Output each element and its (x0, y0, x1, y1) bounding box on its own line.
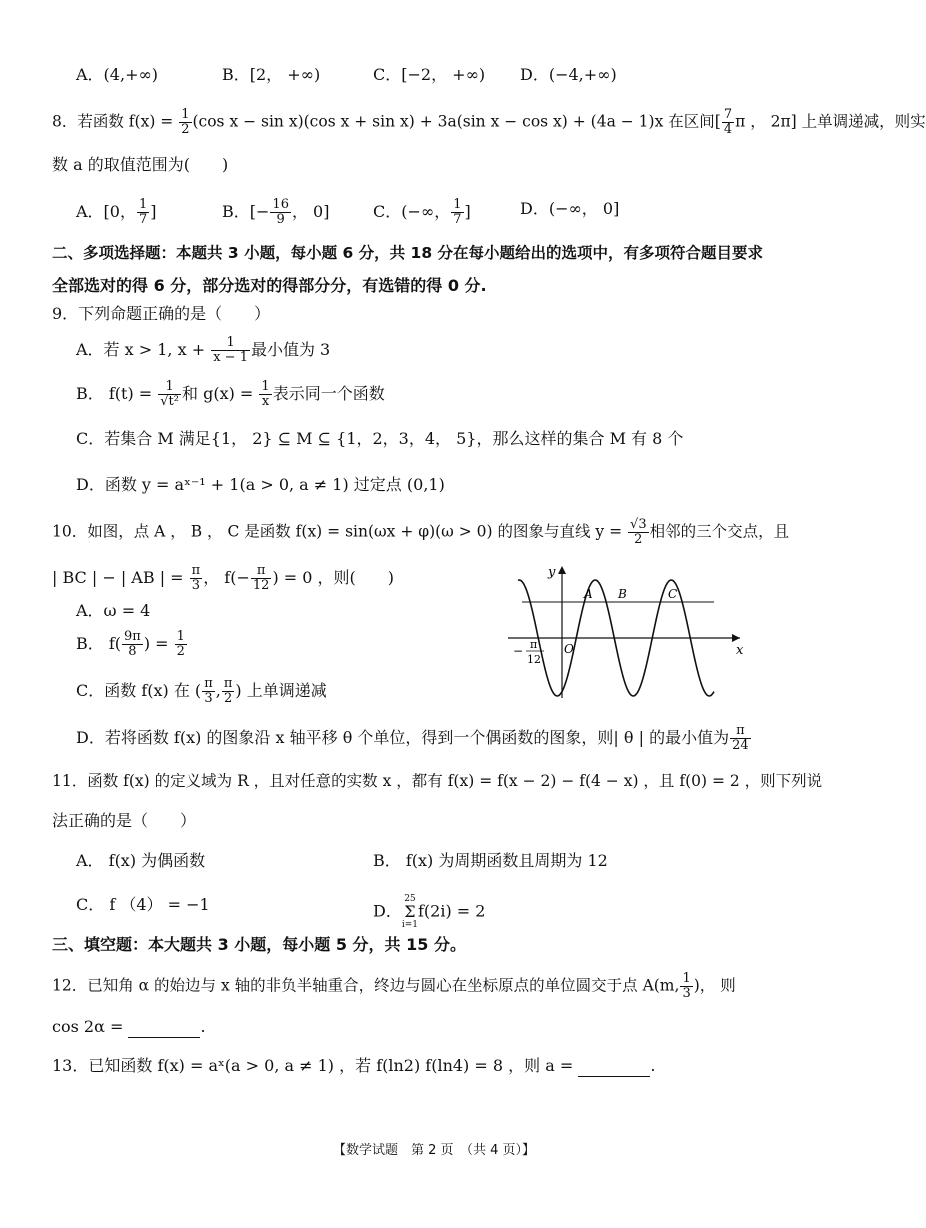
q8-frac-7-4 (722, 108, 734, 137)
q9-b-den2: x (261, 394, 270, 409)
graph-label-c: C (668, 587, 678, 601)
q10-stem-b: 相邻的三个交点，且 (649, 522, 790, 541)
q10-option-c: C．函数 f(x) 在 ( $\frac{\pi}{3}$ , $\frac{\pi}{2}$ ) 上单调递减 (76, 676, 327, 706)
q10-cond-c: ) = 0 ，则( ) (272, 568, 395, 587)
q10-cond-b: ， f(− (203, 568, 250, 587)
q8-func-a: f(x) = (128, 112, 179, 131)
q10-cond-pi: π (191, 563, 201, 578)
q10-c-d1: 3 (204, 691, 213, 706)
q10-d-den: 24 (732, 738, 749, 753)
q9-a-pre: A．若 x > 1, x + (76, 340, 211, 359)
graph-label-o: O (564, 642, 574, 656)
q8-opt-a-text: A．[0， (76, 202, 136, 221)
q8-func-b: (cos x − sin x)(cos x + sin x) + 3a(sin x − cos x) + (4a − 1)x 在区间[ (192, 112, 721, 131)
graph-y-arrow (558, 566, 566, 574)
q9-option-d: D．函数 y = aˣ⁻¹ + 1(a > 0, a ≠ 1) 过定点 (0,1) (76, 475, 445, 494)
q9-b-mid: 和 g(x) = (182, 384, 259, 403)
q10-stem (52, 518, 789, 547)
q10-c-n1: π (204, 676, 213, 691)
q12-line1-a: 12．已知角 α 的始边与 x 轴的非负半轴重合，终边与圆心在坐标原点的单位圆交于点 A(m, (52, 976, 680, 995)
q9-b-post: 表示同一个函数 (272, 384, 385, 403)
q10-condition (52, 564, 394, 593)
q12-answer-blank[interactable] (128, 1021, 200, 1038)
q10-cond-12: 12 (252, 578, 270, 593)
q11-stem: 11．函数 f(x) 的定义域为 R ，且对任意的实数 x ，都有 f(x) = f(x − 2) − f(4 − x) ，且 f(0) = 2 ，则下列说 (52, 772, 823, 790)
q12-line2-a: cos 2α = (52, 1017, 129, 1036)
q13-stem (52, 1055, 655, 1077)
q10-c-pre: C．函数 f(x) 在 ( (76, 681, 202, 700)
q11-d-post: f(2i) = 2 (418, 901, 486, 921)
q11-sum-bot: i=1 (401, 920, 418, 930)
q10-cond-3: 3 (191, 578, 201, 593)
q9-option-b (76, 380, 385, 409)
q10-c-post: ) 上单调递减 (235, 681, 327, 700)
q7-option-d: D．(−4,+∞) (520, 65, 617, 84)
q10-cond-frac2 (251, 564, 272, 593)
q10-option-a: A．ω = 4 (76, 601, 151, 620)
q10-sqrt3-num: √3 (630, 517, 647, 532)
q10-b-mid: ) = (143, 634, 174, 653)
q12-num: 1 (682, 971, 691, 986)
q9-b-num: 1 (158, 380, 181, 395)
page-footer: 【数学试题 第 2 页 （共 4 页）】 (332, 1143, 536, 1158)
q10-d-pre: D．若将函数 f(x) 的图象沿 x 轴平移 θ 个单位，得到一个偶函数的图象，则| θ | 的最小值为 (76, 728, 730, 747)
q9-b-pre: B． f(t) = (76, 384, 158, 403)
q8-func-c: π ， 2π] 上单调递减，则实 (735, 112, 926, 131)
section3-heading: 三、填空题：本大题共 3 小题，每小题 5 分，共 15 分。 (52, 935, 466, 954)
q8-opt-a-den: 7 (138, 212, 148, 227)
q10-b-pre: B． f( (76, 634, 122, 653)
q8-option-d: D．(−∞， 0] (520, 199, 620, 218)
q11-sum-sigma: Σ (404, 902, 416, 921)
q9-stem: 9．下列命题正确的是（ ） (52, 304, 271, 323)
graph-label-a: A (584, 587, 593, 601)
q10-c-n2: π (223, 676, 233, 691)
q8-frac-num: 7 (723, 107, 733, 122)
q8-option-c (373, 198, 471, 227)
q8-opt-b-end: ， 0] (291, 202, 330, 221)
q12-line2-b: . (200, 1017, 206, 1036)
section2-heading: 二、多项选择题：本题共 3 小题，每小题 6 分，共 18 分在每小题给出的选项中，有多项符合题目要求 (52, 244, 764, 262)
q8-frac-den: 4 (723, 122, 733, 137)
q9-option-a (76, 336, 330, 365)
q9-a-den: x − 1 (213, 350, 248, 365)
q8-opt-c-end: ] (464, 202, 471, 221)
q8-opt-b-den: 9 (276, 212, 285, 227)
graph-label-b: B (618, 587, 627, 601)
q13-answer-blank[interactable] (578, 1060, 650, 1077)
q10-b-frac2 (175, 630, 187, 659)
q8-opt-c-frac (451, 198, 463, 227)
q8-opt-a-num: 1 (138, 197, 148, 212)
graph-label-12: 12 (527, 653, 541, 666)
q10-graph (502, 562, 752, 702)
q8-half-num: 1 (181, 107, 190, 122)
graph-label-pi: π (530, 638, 538, 651)
q13-line-a: 13．已知函数 f(x) = aˣ(a > 0, a ≠ 1) ，若 f(ln2) f(ln4) = 8 ，则 a = (52, 1056, 579, 1075)
q8-stem (52, 108, 926, 137)
graph-label-y: y (548, 565, 556, 580)
q11-option-b: B． f(x) 为周期函数且周期为 12 (373, 851, 608, 870)
q7-option-a: A．(4,+∞) (76, 65, 159, 84)
q10-stem-a: 10．如图，点 A ， B ， C 是函数 f(x) = sin(ωx + φ)(ω > 0) 的图象与直线 y = (52, 522, 628, 541)
q10-b-den: 8 (128, 644, 137, 659)
q11-sum-symbol (402, 894, 418, 930)
q11-option-c: C． f （4） = −1 (76, 895, 210, 914)
q10-option-b (76, 630, 188, 659)
q9-a-num: 1 (211, 336, 250, 351)
q11-stem2: 法正确的是（ ） (52, 811, 197, 830)
q9-b-den: √t² (160, 394, 179, 409)
graph-label-x: x (736, 643, 744, 658)
q8-opt-c-den: 7 (453, 212, 462, 227)
q8-opt-c-num: 1 (453, 197, 462, 212)
q9-b-frac1 (158, 380, 181, 409)
q12-answer-line (52, 1016, 206, 1038)
q8-opt-c-text: C．(−∞， (373, 202, 451, 221)
q8-opt-a-frac (137, 198, 149, 227)
q10-d-frac (730, 724, 751, 753)
graph-x-arrow (732, 634, 740, 642)
q8-option-b (222, 198, 329, 227)
q8-opt-b-num: 16 (272, 197, 289, 212)
q11-d-pre: D． (373, 901, 402, 921)
q10-c-frac2 (222, 677, 235, 706)
q10-b-num: 9π (124, 629, 141, 644)
q10-b-frac1 (122, 630, 143, 659)
q13-line-b: . (650, 1056, 656, 1075)
q8-option-a (76, 198, 157, 227)
q7-option-b: B．[2， +∞) (222, 65, 321, 84)
q7-option-c: C．[−2， +∞) (373, 65, 486, 84)
q8-half-den: 2 (181, 122, 190, 137)
q8-frac-half (179, 108, 191, 137)
q8-opt-a-end: ] (150, 202, 157, 221)
q10-c-frac1 (202, 677, 215, 706)
q10-d-num: π (730, 724, 751, 739)
q8-pre: 8．若函数 (52, 112, 129, 131)
q10-c-d2: 2 (223, 691, 233, 706)
q12-stem (52, 972, 736, 1001)
q10-b-n1: 1 (176, 629, 185, 644)
q9-a-post: 最小值为 3 (250, 340, 331, 359)
q10-frac-sqrt3 (628, 518, 649, 547)
q11-sum-top: 25 (404, 894, 416, 904)
q12-line1-b: )， 则 (693, 976, 736, 995)
q8-opt-b-frac (270, 198, 291, 227)
q9-a-frac (211, 336, 250, 365)
q8-opt-b-text: B．[− (222, 202, 270, 221)
q10-b-d2: 2 (176, 644, 185, 659)
q11-option-a: A． f(x) 为偶函数 (76, 851, 206, 870)
q10-cond-frac1 (190, 564, 203, 593)
q10-option-d (76, 724, 752, 753)
q11-option-d (373, 894, 485, 930)
q9-option-c: C．若集合 M 满足{1， 2} ⊆ M ⊆ {1，2，3，4， 5}，那么这样的集合 M 有 8 个 (76, 429, 684, 448)
q9-b-num2: 1 (261, 379, 270, 394)
q8-line2: 数 a 的取值范围为( ) (52, 155, 229, 174)
q10-sqrt3-den: 2 (634, 532, 643, 547)
q12-den: 3 (682, 986, 691, 1001)
section2-line2: 全部选对的得 6 分，部分选对的得部分分，有选错的得 0 分. (52, 276, 487, 295)
q10-cond-pi2: π (251, 564, 272, 579)
q9-b-frac2 (259, 380, 271, 409)
graph-label-neg: − (513, 644, 524, 658)
q12-frac (680, 972, 692, 1001)
q10-cond-a: | BC | − | AB | = (52, 568, 189, 587)
